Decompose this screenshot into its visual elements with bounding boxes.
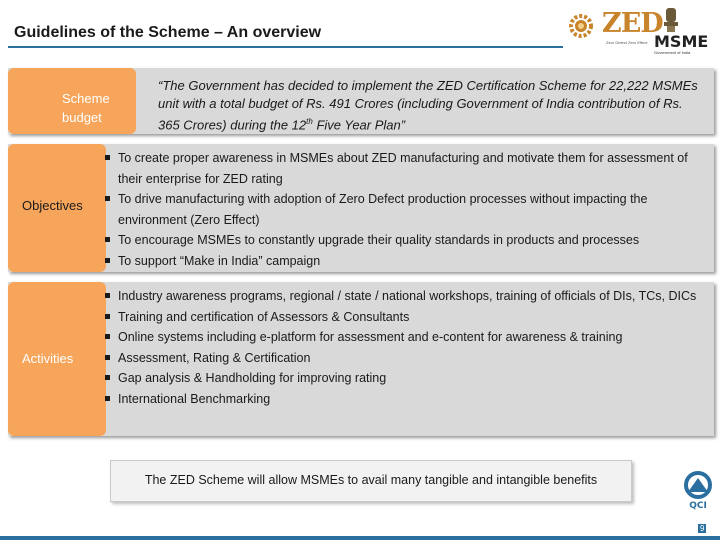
list-item: To drive manufacturing with adoption of Zero Defect production processes without impacting the environment (Zero Effect) (104, 189, 704, 230)
msme-logo (654, 34, 714, 55)
benefits-text: The ZED Scheme will allow MSMEs to avail many tangible and intangible benefits (144, 473, 598, 487)
objectives-list (104, 148, 704, 271)
zed-logo-subtitle: Zero Defect Zero Effect (606, 40, 648, 45)
list-item: Training and certification of Assessors & Consultants (104, 307, 704, 328)
list-item: Assessment, Rating & Certification (104, 348, 704, 369)
footer-bar (0, 536, 720, 540)
list-item: International Benchmarking (104, 389, 704, 410)
scheme-budget-quote: “The Government has decided to implement the ZED Certification Scheme for 22,222 MSMEs unit with a total budget of Rs. 491 Crores (including Government of India contribution of Rs. 365 Crores) during the 12th Five Year Plan” (158, 78, 698, 133)
list-item: To support “Make in India” campaign (104, 251, 704, 272)
msme-logo-subtitle: Government of India (654, 50, 691, 55)
zed-gear-icon (567, 12, 595, 40)
activities-label: Activities (22, 351, 74, 366)
zed-logo-text: ZED (602, 8, 663, 39)
benefits-callout (110, 460, 632, 502)
title-divider (8, 46, 563, 48)
page-title: Guidelines of the Scheme – An overview (14, 24, 322, 41)
list-item: To create proper awareness in MSMEs about ZED manufacturing and motivate them for assessment of their enterprise for ZED rating (104, 148, 704, 189)
msme-logo-text: MSME (654, 32, 709, 51)
scheme-budget-label: Scheme budget (62, 91, 110, 125)
qci-logo-text: QCI (689, 501, 707, 510)
list-item: Gap analysis & Handholding for improving rating (104, 368, 704, 389)
list-item: Industry awareness programs, regional / state / national workshops, training of officials of DIs, TCs, DICs (104, 286, 704, 307)
qci-logo-icon (680, 470, 716, 510)
objectives-label: Objectives (22, 198, 83, 213)
list-item: Online systems including e-platform for assessment and e-content for awareness & training (104, 327, 704, 348)
list-item: To encourage MSMEs to constantly upgrade their quality standards in products and processes (104, 230, 704, 251)
page-number: 9 (700, 524, 705, 533)
activities-list (104, 286, 704, 409)
